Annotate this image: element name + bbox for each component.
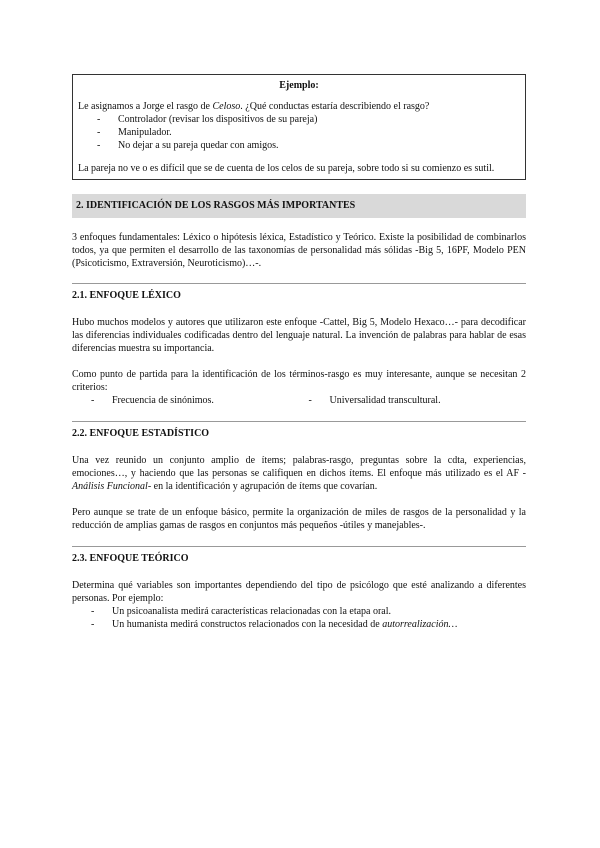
behavior-list bbox=[78, 113, 520, 152]
example-intro bbox=[78, 100, 520, 113]
document-page bbox=[72, 74, 526, 631]
paragraph: Pero aunque se trate de un enfoque básico, permite la organización de miles de rasgos de la personalidad y la reducción de amplias gamas de rasgos en conjuntos más pequeños -útiles y manejables-. bbox=[72, 507, 526, 531]
examples-list bbox=[72, 605, 526, 631]
section-intro: 3 enfoques fundamentales: Léxico o hipótesis léxica, Estadístico y Teórico. Existe la posibilidad de combinarlos todos, ya que permiten el desarrollo de las taxonomías de personalidad más sólidas -Big 5, 16PF, Modelo PEN (Psicoticismo, Extraversión, Neuroticismo)…-. bbox=[72, 232, 526, 269]
list-item: - Frecuencia de sinónimos. bbox=[91, 394, 309, 407]
paragraph-post: - en la identificación y agrupación de ítems que covarían. bbox=[147, 481, 378, 492]
paragraph: Hubo muchos modelos y autores que utilizaron este enfoque -Cattel, Big 5, Modelo Hexaco…- para decodificar las diferencias individuales codificadas dentro del lenguaje natural. La invención de palabras para hablar de esas diferencias muestra su importancia. bbox=[72, 317, 526, 354]
list-item-emphasis: autorrealización… bbox=[382, 619, 458, 630]
example-box bbox=[72, 74, 526, 180]
list-item bbox=[91, 618, 526, 631]
list-item: - Un psicoanalista medirá características relacionadas con la etapa oral. bbox=[91, 605, 526, 618]
list-item-pre: Un humanista medirá constructos relacionados con la necesidad de bbox=[112, 619, 383, 630]
example-intro-post: . ¿Qué conductas estaría describiendo el rasgo? bbox=[240, 101, 430, 112]
list-item: - Universalidad transcultural. bbox=[309, 394, 527, 407]
paragraph-pre: Una vez reunido un conjunto amplio de ítems; palabras-rasgo, preguntas sobre la cdta, experiencias, emociones…, y haciendo que las personas se califiquen en dichos ítems. El enfoque más utilizado es el AF - bbox=[72, 455, 526, 479]
criteria-list bbox=[72, 394, 526, 407]
example-trait: Celoso bbox=[212, 101, 241, 112]
example-title: Ejemplo: bbox=[279, 80, 319, 91]
list-item: - No dejar a su pareja quedar con amigos. bbox=[97, 139, 520, 152]
subsection-heading-teorico: 2.3. ENFOQUE TEÓRICO bbox=[72, 546, 526, 566]
paragraph bbox=[72, 454, 526, 493]
subsection-heading-estadistico: 2.2. ENFOQUE ESTADÍSTICO bbox=[72, 421, 526, 441]
list-item: - Controlador (revisar los dispositivos de su pareja) bbox=[97, 113, 520, 126]
paragraph-emphasis: Análisis Funcional bbox=[72, 481, 148, 492]
example-intro-pre: Le asignamos a Jorge el rasgo de bbox=[78, 101, 213, 112]
list-item: - Manipulador. bbox=[97, 126, 520, 139]
section-heading: 2. IDENTIFICACIÓN DE LOS RASGOS MÁS IMPORTANTES bbox=[72, 194, 526, 218]
paragraph: Como punto de partida para la identificación de los términos-rasgo es muy interesante, aunque se necesitan 2 criterios: bbox=[72, 369, 526, 393]
subsection-heading-lexico: 2.1. ENFOQUE LÉXICO bbox=[72, 283, 526, 303]
paragraph: Determina qué variables son importantes dependiendo del tipo de psicólogo que esté analizando a diferentes personas. Por ejemplo: bbox=[72, 580, 526, 604]
example-conclusion: La pareja no ve o es difícil que se de cuenta de los celos de su pareja, sobre todo si su comienzo es sutil. bbox=[78, 163, 495, 174]
